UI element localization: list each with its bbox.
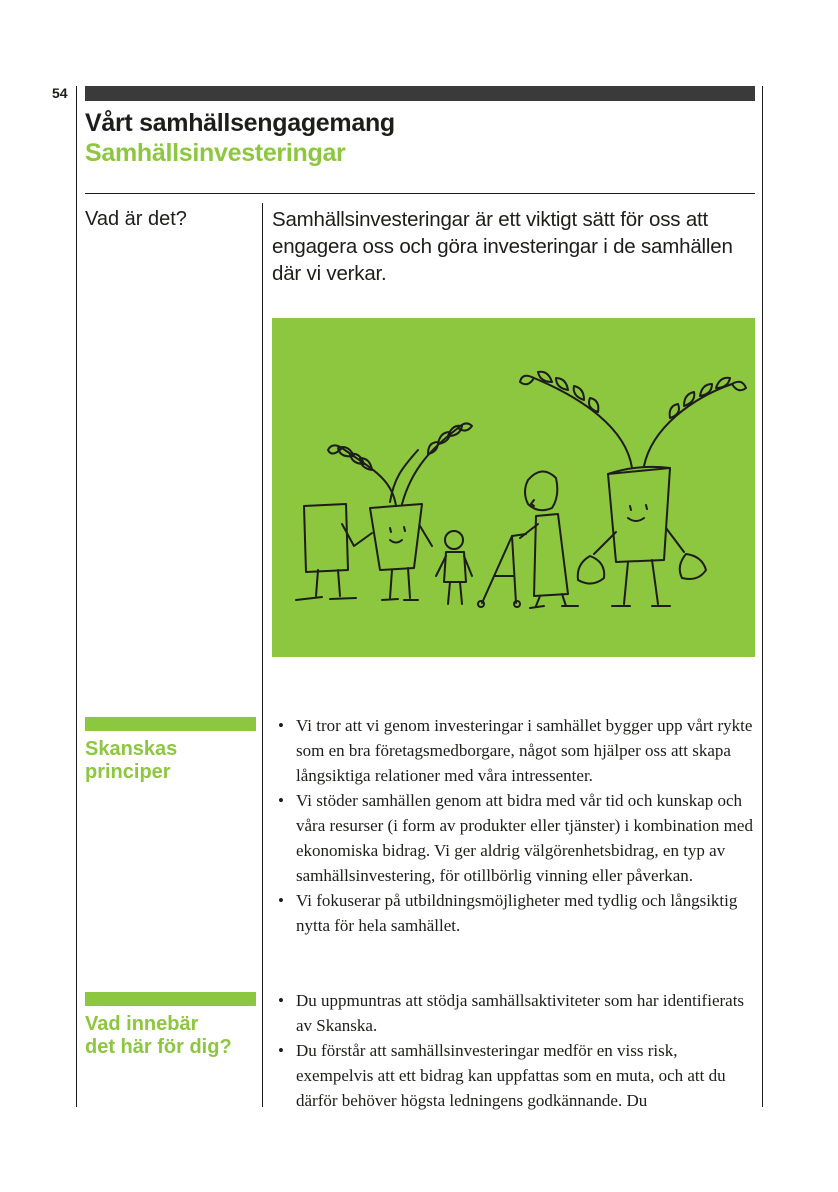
principles-section-bar bbox=[85, 717, 256, 731]
child-drawing bbox=[436, 531, 472, 604]
page-title: Vårt samhällsengagemang bbox=[85, 109, 395, 137]
woman-drawing bbox=[520, 471, 578, 608]
illustration-drawing bbox=[272, 318, 755, 657]
intro-text: Samhällsinvesteringar är ett viktigt sätt för oss att engagera oss och göra investeringar i de samhällen där vi verkar. bbox=[272, 208, 733, 285]
list-item: • Vi tror att vi genom investeringar i samhället bygger upp vårt rykte som en bra företagsmedborgare, något som hjälper oss att skapa långsiktiga relationer med våra intressenter. bbox=[278, 713, 756, 788]
meaning-list bbox=[278, 988, 756, 1113]
big-plant-drawing bbox=[520, 372, 746, 606]
walker-drawing bbox=[478, 534, 526, 607]
page-number: 54 bbox=[52, 85, 68, 101]
list-item: • Du uppmuntras att stödja samhällsaktiviteter som har identifierats av Skanska. bbox=[278, 988, 756, 1038]
left-margin-rule bbox=[76, 86, 77, 1107]
meaning-heading-line-2: det här för dig? bbox=[85, 1036, 232, 1058]
principles-heading-line-2: principer bbox=[85, 761, 171, 783]
right-margin-rule bbox=[762, 86, 763, 1107]
meaning-section-bar bbox=[85, 992, 256, 1006]
list-item: • Du förstår att samhällsinvesteringar medför en viss risk, exempelvis att ett bidrag kan uppfattas som en muta, och att du därför behöver högsta ledningens godkännande. Du bbox=[278, 1038, 756, 1113]
principles-list bbox=[278, 713, 756, 938]
list-item: • Vi stöder samhällen genom att bidra med vår tid och kunskap och våra resurser (i form av produkter eller tjänster) i kombination med ekonomiska bidrag. Vi ger aldrig välgörenhetsbidrag, en typ av samhällsinvestering, för otillbörlig vinning eller påverkan. bbox=[278, 788, 756, 888]
community-illustration bbox=[272, 318, 755, 657]
meaning-heading-line-1: Vad innebär bbox=[85, 1013, 199, 1035]
principles-heading-line-1: Skanskas bbox=[85, 738, 178, 760]
small-plant-drawing bbox=[328, 423, 472, 600]
header-divider bbox=[85, 193, 755, 194]
page-subtitle: Samhällsinvesteringar bbox=[85, 139, 346, 167]
sign-board-drawing bbox=[296, 504, 356, 600]
what-label: Vad är det? bbox=[85, 208, 187, 230]
list-item: • Vi fokuserar på utbildningsmöjligheter med tydlig och långsiktig nytta för hela samhället. bbox=[278, 888, 756, 938]
principles-heading bbox=[85, 738, 177, 784]
header-bar bbox=[85, 86, 755, 101]
column-divider bbox=[262, 203, 263, 1107]
meaning-heading bbox=[85, 1013, 232, 1059]
